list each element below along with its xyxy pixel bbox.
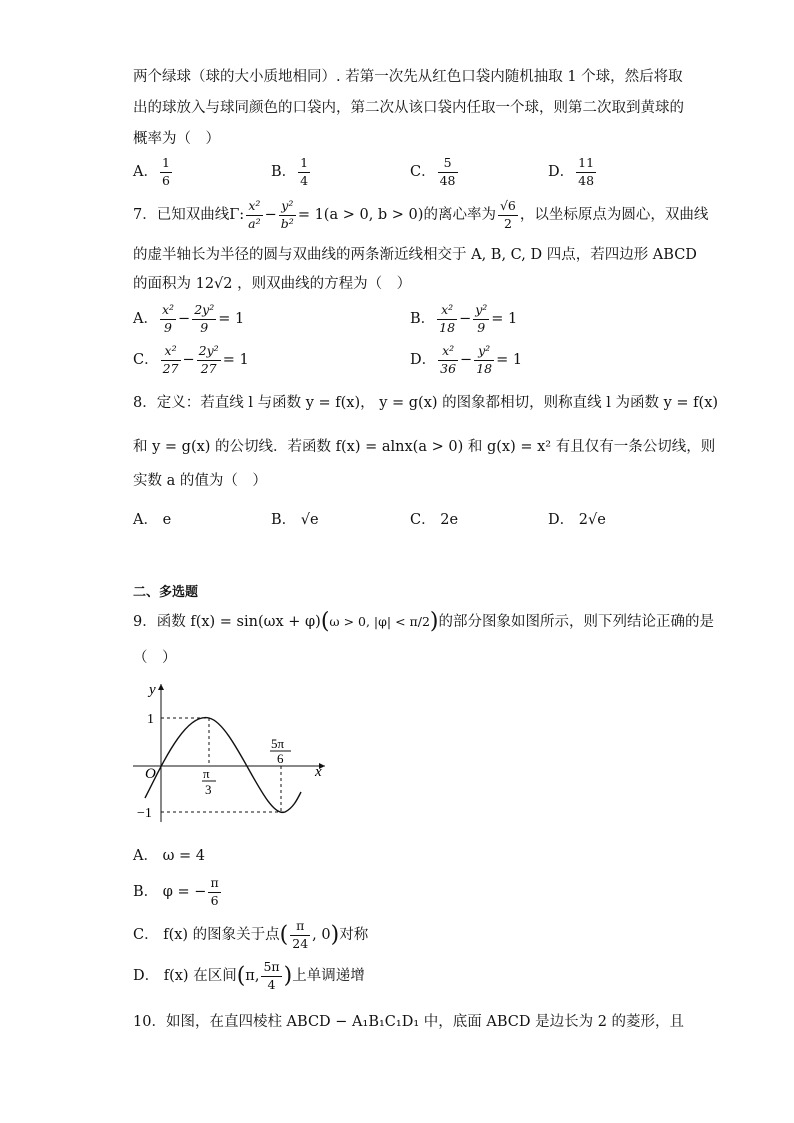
x-axis-label: x <box>315 764 322 780</box>
q9-paren: （ ） <box>133 650 177 666</box>
y-axis-label: y <box>149 682 156 698</box>
q6-line3: 概率为（ ） <box>133 131 220 147</box>
q7-option-b: B． $\frac{\text{x²}}{18}$ − $\frac{\text{y²}}{9}$ = 1 <box>410 302 518 335</box>
q8-line2: 和 y = g(x) 的公切线．若函数 f(x) = alnx(a > 0) 和 g(x) = x² 有且仅有一条公切线，则 <box>133 439 716 455</box>
q9-option-c: C． f(x) 的图象关于点( $\frac{\pi}{24}$ , 0)对称 <box>133 918 369 951</box>
q10-line1: 10．如图，在直四棱柱 ABCD − A₁B₁C₁D₁ 中，底面 ABCD 是边长为 2 的菱形，且 <box>133 1014 685 1030</box>
q9-option-d: D． f(x) 在区间(π, $\frac{5\pi}{4}$ )上单调递增 <box>133 959 365 992</box>
q7-option-c: C． $\frac{\text{x²}}{27}$ − $\frac{\text{2y²}}{27}$ = 1 <box>133 343 249 376</box>
q7-option-d: D． $\frac{\text{x²}}{36}$ − $\frac{\text{y²}}{18}$ = 1 <box>410 343 523 376</box>
tick-5pi6-den: 6 <box>277 751 284 766</box>
q6-option-b: B． $\frac{1}{4}$ <box>271 155 309 188</box>
tick-pi3-num: π <box>203 766 210 781</box>
tick-pi3-den: 3 <box>205 782 212 797</box>
q7-line2: 的虚半轴长为半径的圆与双曲线的两条渐近线相交于 A, B, C, D 四点，若四边形 ABCD <box>133 247 697 263</box>
q8-option-d: D． 2√e <box>548 512 606 528</box>
q9-option-b: B． φ = − $\frac{\pi}{6}$ <box>133 875 219 908</box>
q9-sine-graph <box>125 672 340 832</box>
origin-label: O <box>145 766 156 782</box>
q7-option-a: A． $\frac{\text{x²}}{9}$ − $\frac{\text{2y²}}{9}$ = 1 <box>133 302 245 335</box>
q8-line3: 实数 a 的值为（ ） <box>133 473 267 489</box>
q7-line1: 7．已知双曲线Γ: $\frac{\text{x²}}{\text{a²}}$ − $\frac{\text{y²}}{\text{b²}}$ = 1(a > 0, b > 0)的离心率为 $\frac{√6}{2}$ ，以坐标原点为圆心，双曲线 <box>133 198 709 231</box>
q6-option-d: D． $\frac{11}{48}$ <box>548 155 595 188</box>
min-label: −1 <box>137 806 152 821</box>
q8-line1: 8．定义：若直线 l 与函数 y = f(x)， y = g(x) 的图象都相切，则称直线 l 为函数 y = f(x) <box>133 395 719 411</box>
q6-option-c: C． $\frac{5}{48}$ <box>410 155 456 188</box>
q6-option-a: A． $\frac{1}{6}$ <box>133 155 170 188</box>
q9-option-a: A． ω = 4 <box>133 848 205 864</box>
q9-stem: 9．函数 f(x) = sin(ωx + φ)(ω > 0, |φ| < π/2)的部分图象如图所示，则下列结论正确的是 <box>133 609 715 634</box>
q8-option-c: C． 2e <box>410 512 459 528</box>
section-heading: 二、多选题 <box>133 585 199 600</box>
max-label: 1 <box>147 712 154 727</box>
q8-option-a: A． e <box>133 512 172 528</box>
q8-option-b: B． √e <box>271 512 319 528</box>
tick-5pi6-num: 5π <box>271 736 285 751</box>
q7-line3: 的面积为 12√2 ，则双曲线的方程为（ ） <box>133 276 412 292</box>
q6-line2: 出的球放入与球同颜色的口袋内，第二次从该口袋内任取一个球，则第二次取到黄球的 <box>133 100 684 116</box>
q6-line1: 两个绿球（球的大小质地相同）. 若第一次先从红色口袋内随机抽取 1 个球，然后将取 <box>133 69 683 85</box>
